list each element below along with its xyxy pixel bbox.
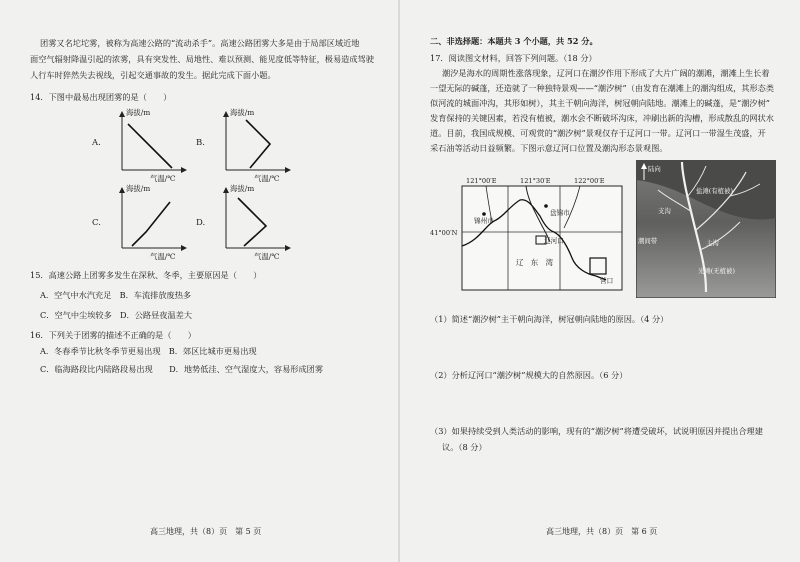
label-liaodong-bay: 辽 东 湾 bbox=[516, 258, 553, 267]
q15-options-row-1: A．空气中水汽充足 B．车流排放废热多 bbox=[40, 290, 192, 300]
chart-c-ylabel: 海拔/m bbox=[126, 184, 151, 193]
chart-d-letter: D. bbox=[196, 218, 206, 228]
passage-line-6: 采石油等活动日益频繁。下图示意辽河口位置及潮沟形态景观图。 bbox=[430, 143, 668, 153]
chart-a-xlabel: 气温/℃ bbox=[150, 174, 176, 183]
chart-a-ylabel: 海拔/m bbox=[126, 108, 151, 117]
intro-line-3: 人行车时猝然失去视线，引起交通事故的发生。据此完成下面小题。 bbox=[30, 70, 276, 80]
passage-line-4: 发育保持的关键因素，若没有植被，潮水会不断破坏沟床，冲刷出新的沟槽，形成散乱的网状水 bbox=[430, 113, 774, 123]
chart-d-ylabel: 海拔/m bbox=[230, 184, 255, 193]
city-dot bbox=[544, 204, 548, 208]
lat-label: 41°00′N bbox=[430, 229, 458, 237]
right-page-footer: 高三地理，共（8）页 第 6 页 bbox=[546, 527, 658, 536]
right-page bbox=[400, 0, 800, 562]
chart-c bbox=[92, 184, 192, 266]
city-panjin: 盘锦市 bbox=[550, 209, 570, 217]
q15-stem: 15．高速公路上团雾多发生在深秋、冬季，主要原因是（ ） bbox=[30, 270, 262, 280]
lon-label-3: 122°00′E bbox=[574, 177, 605, 185]
label-liaohekou: 辽河口 bbox=[544, 237, 564, 245]
left-page-footer: 高三地理，共（8）页 第 5 页 bbox=[150, 527, 262, 536]
chart-b-xlabel: 气温/℃ bbox=[254, 174, 280, 183]
sub-question-1: （1）简述“潮汐树”主干朝向海洋，树冠朝向陆地的原因。（4 分） bbox=[430, 314, 669, 324]
temp-profile-line bbox=[246, 120, 270, 168]
temp-profile-line bbox=[238, 198, 266, 246]
chart-d-xlabel: 气温/℃ bbox=[254, 252, 280, 261]
passage-line-2: 一望无际的碱蓬，还造就了一种独特景观——“潮汐树”（由发育在潮滩上的潮沟组成，其形态类 bbox=[430, 83, 775, 93]
intro-line-2: 面空气辐射降温引起的浓雾，具有突发性、局地性、难以预测、能见度低等特征，极易造成驾驶 bbox=[30, 54, 374, 64]
sub-question-2: （2）分析辽河口“潮汐树”规模大的自然原因。（6 分） bbox=[430, 370, 628, 380]
chart-b bbox=[196, 108, 296, 188]
temp-profile-line bbox=[132, 202, 170, 246]
q16-stem: 16．下列关于团雾的描述不正确的是（ ） bbox=[30, 330, 196, 340]
photo-label-branch: 支沟 bbox=[658, 207, 671, 215]
lon-label-1: 121°00′E bbox=[466, 177, 497, 185]
photo-label-main: 主沟 bbox=[706, 239, 719, 247]
chart-d bbox=[196, 184, 296, 266]
q15-options-row-2: C．空气中尘埃较多 D．公路昼夜温差大 bbox=[40, 310, 193, 320]
chart-a bbox=[92, 108, 192, 188]
tidal-creek-photo bbox=[636, 160, 776, 298]
q16-options-row-1: A．冬春季节比秋冬季节更易出现 B．郊区比城市更易出现 bbox=[40, 346, 257, 356]
chart-c-letter: C. bbox=[92, 218, 101, 228]
photo-label-intertidal: 潮间带 bbox=[638, 237, 658, 245]
chart-a-letter: A. bbox=[92, 138, 101, 148]
q17-title: 17．阅读图文材料，回答下列问题。（18 分） bbox=[430, 53, 597, 63]
chart-c-xlabel: 气温/℃ bbox=[150, 252, 176, 261]
intro-line-1: 团雾又名坨坨雾，被称为高速公路的“流动杀手”。高速公路团雾大多是由于局部区域近地 bbox=[40, 38, 360, 48]
photo-label-bare-flat: 光滩(无植被) bbox=[698, 267, 735, 275]
section-title: 二、非选择题：本题共 3 个小题，共 52 分。 bbox=[430, 36, 598, 46]
passage-line-1: 潮汐是海水的周期性涨落现象，辽河口在潮汐作用下形成了大片广阔的潮滩，潮滩上生长着 bbox=[442, 68, 770, 78]
passage-line-3: 似河流的城面冲沟，其形如树），其主干朝向海洋，树冠朝向陆地。潮滩上的碱蓬，是“潮汐树” bbox=[430, 98, 770, 108]
lon-label-2: 121°30′E bbox=[520, 177, 551, 185]
photo-label-salt-marsh: 盐滩(有植被) bbox=[696, 187, 733, 195]
city-yingkou: 营口 bbox=[600, 277, 614, 285]
q16-options-row-2: C．临海路段比内陆路段易出现 D．地势低洼、空气湿度大，容易形成团雾 bbox=[40, 364, 324, 374]
city-jinzhou: 锦州市 bbox=[474, 217, 494, 225]
temp-profile-line bbox=[128, 124, 172, 168]
sub-question-3-cont: 议。（8 分） bbox=[442, 442, 487, 452]
chart-b-letter: B. bbox=[196, 138, 205, 148]
passage-line-5: 道。目前，我国成规模、可观赏的“潮汐树”景观仅存于辽河口一带。辽河口一带湿生茂盛，开 bbox=[430, 128, 766, 138]
photo-label-landward: 陆向 bbox=[648, 165, 661, 173]
chart-b-ylabel: 海拔/m bbox=[230, 108, 255, 117]
sub-question-3: （3）如果持续受到人类活动的影响，现有的“潮汐树”将遭受破坏，试说明原因并提出合理建 bbox=[430, 426, 763, 436]
q14-stem: 14．下图中最易出现团雾的是（ ） bbox=[30, 92, 172, 102]
liaohe-estuary-map bbox=[430, 176, 628, 292]
